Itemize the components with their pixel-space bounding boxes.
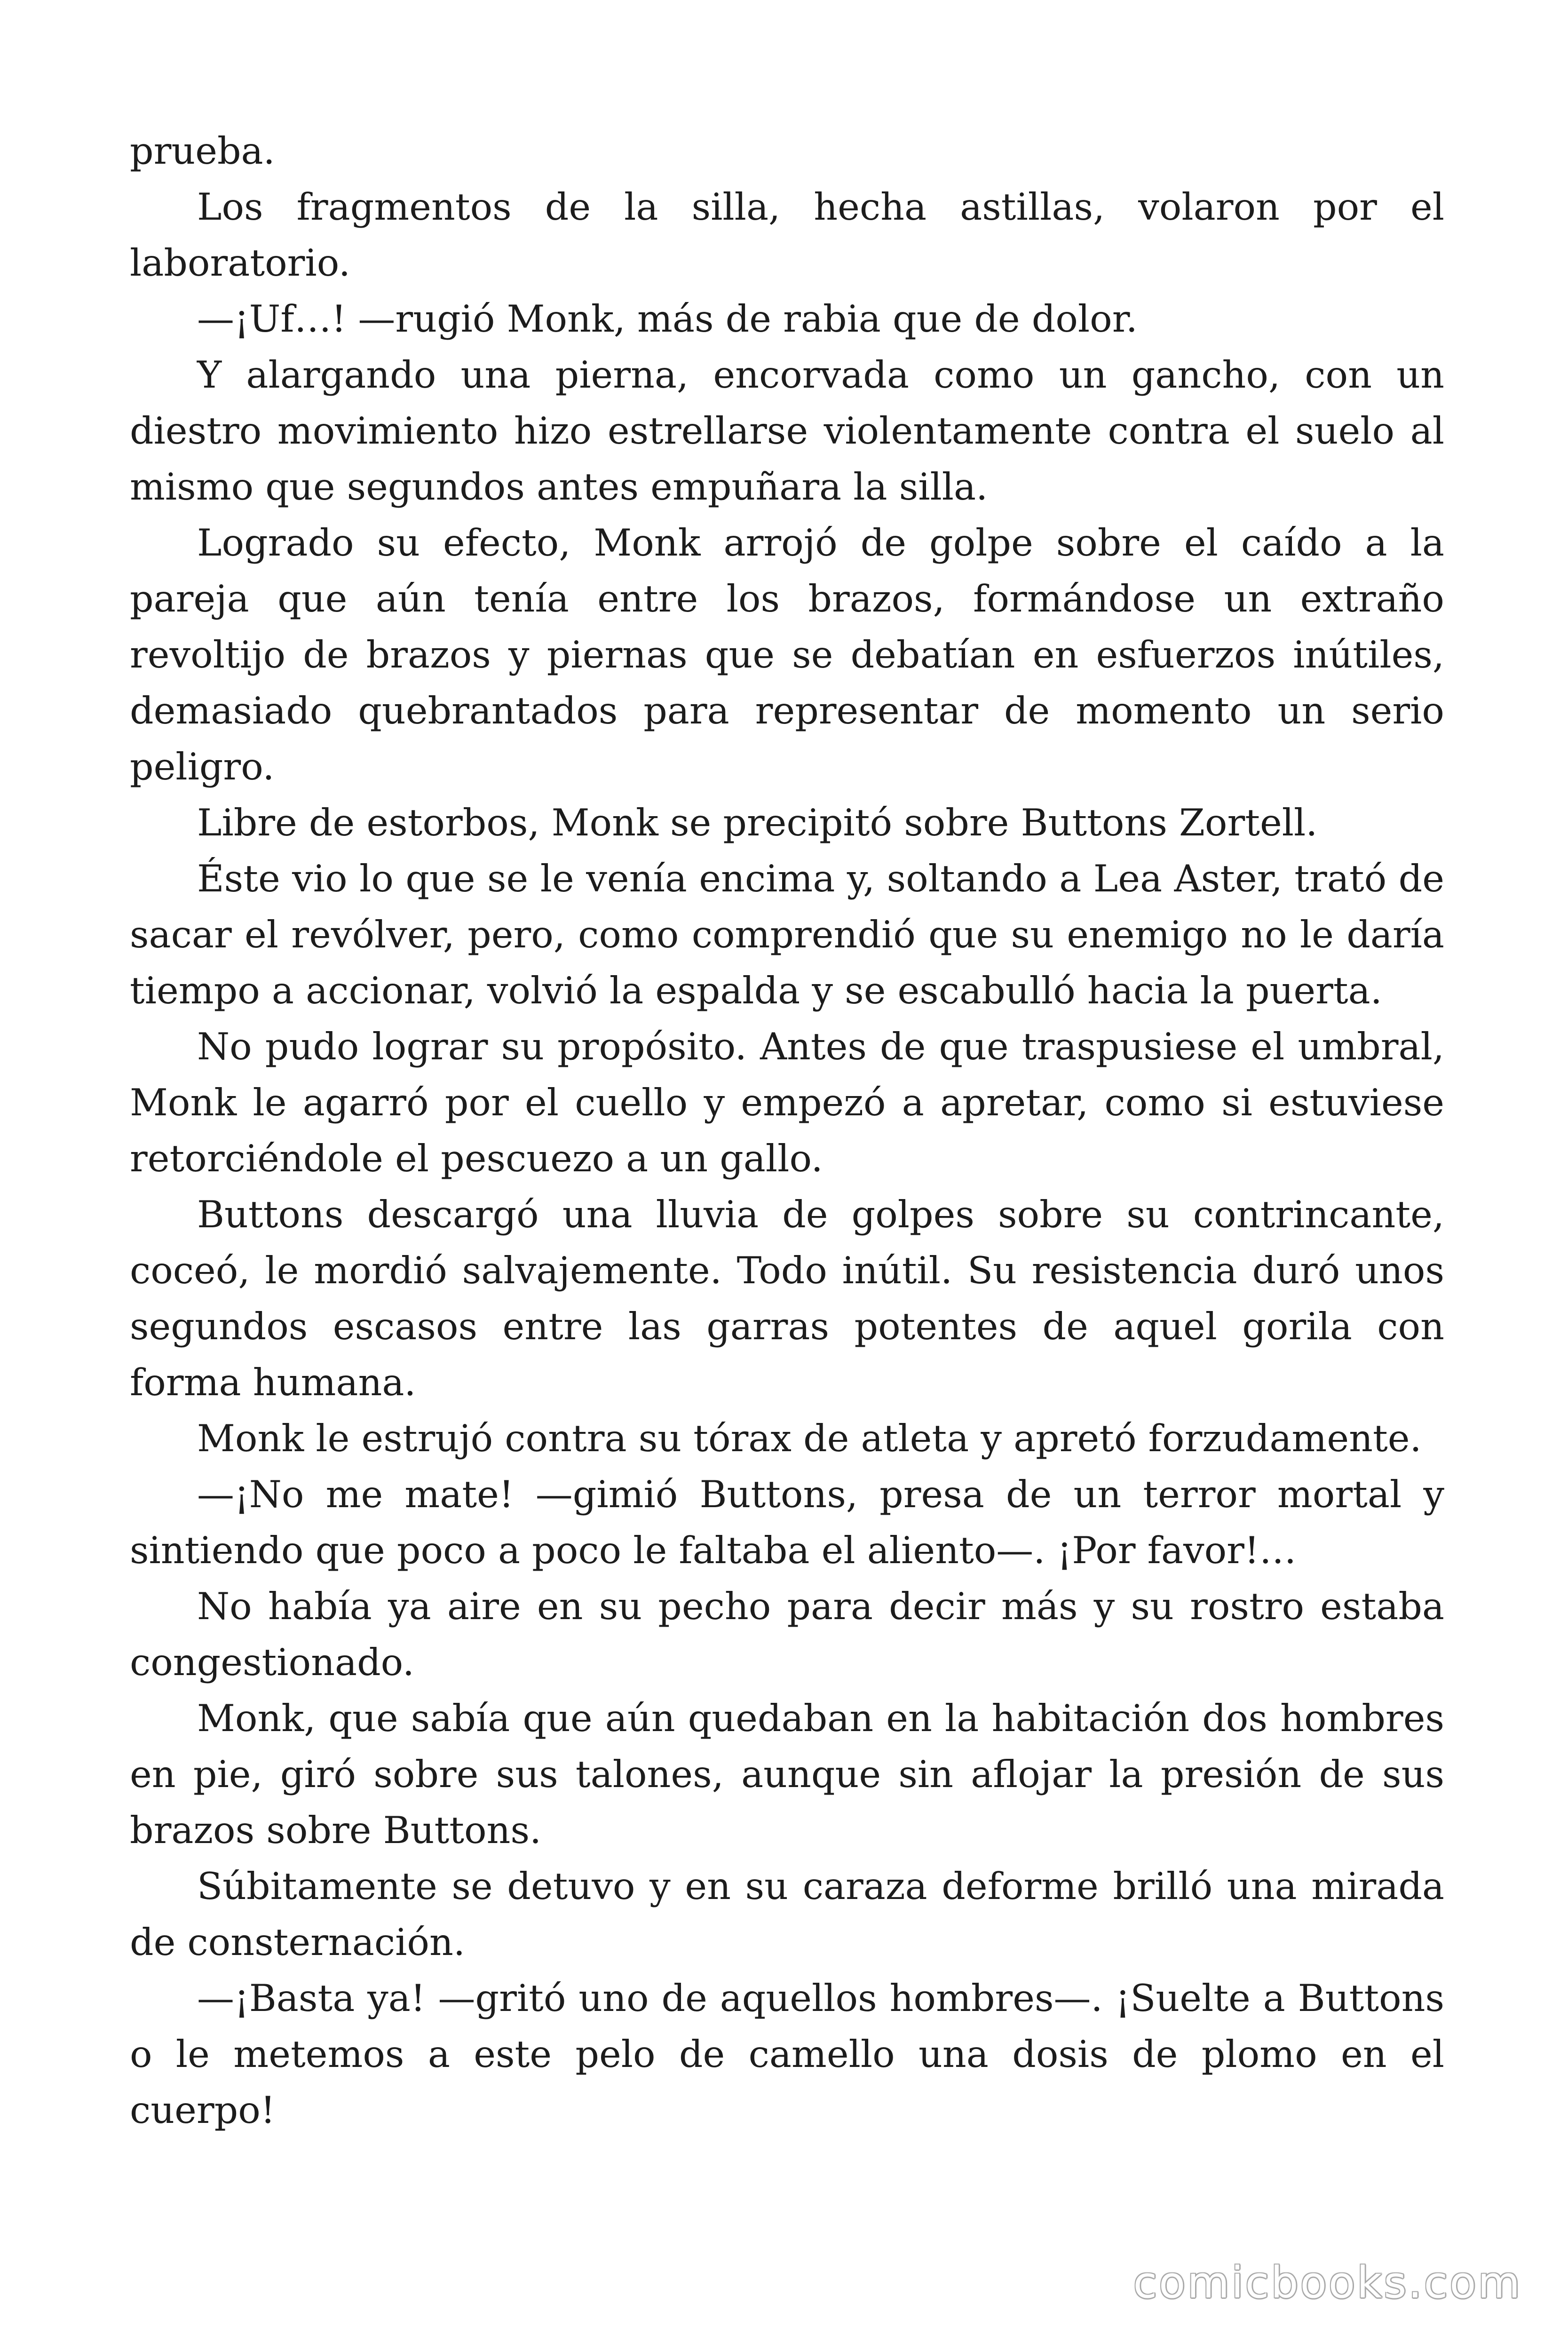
- paragraph: —¡No me mate! —gimió Buttons, presa de un terror mortal y sintiendo que poco a poco le faltaba el aliento—. ¡Por favor!…: [130, 1473, 1444, 1572]
- paragraph: Buttons descargó una lluvia de golpes sobre su contrincante, coceó, le mordió salvajemente. Todo inútil. Su resistencia duró unos segundos escasos entre las garras potentes de aquel gorila con forma humana.: [130, 1193, 1444, 1404]
- paragraph: Súbitamente se detuvo y en su caraza deforme brilló una mirada de consternación.: [130, 1865, 1444, 1964]
- paragraph: Los fragmentos de la silla, hecha astillas, volaron por el laboratorio.: [130, 185, 1444, 285]
- watermark: comicbooks.com: [1133, 2257, 1522, 2308]
- paragraph: Monk, que sabía que aún quedaban en la habitación dos hombres en pie, giró sobre sus talones, aunque sin aflojar la presión de sus brazos sobre Buttons.: [130, 1697, 1444, 1852]
- body-text: [130, 123, 1444, 2138]
- paragraph: Y alargando una pierna, encorvada como un gancho, con un diestro movimiento hizo estrellarse violentamente contra el suelo al mismo que segundos antes empuñara la silla.: [130, 353, 1444, 509]
- paragraph-continuation: prueba.: [130, 129, 275, 173]
- paragraph: No pudo lograr su propósito. Antes de que traspusiese el umbral, Monk le agarró por el cuello y empezó a apretar, como si estuviese retorciéndole el pescuezo a un gallo.: [130, 1025, 1444, 1180]
- paragraph: Éste vio lo que se le venía encima y, soltando a Lea Aster, trató de sacar el revólver, pero, como comprendió que su enemigo no le daría tiempo a accionar, volvió la espalda y se escabulló hacia la puerta.: [130, 857, 1444, 1012]
- paragraph: No había ya aire en su pecho para decir más y su rostro estaba congestionado.: [130, 1585, 1444, 1684]
- paragraph: Libre de estorbos, Monk se precipitó sobre Buttons Zortell.: [197, 801, 1318, 844]
- paragraph: —¡Uf…! —rugió Monk, más de rabia que de dolor.: [197, 297, 1138, 341]
- paragraph: —¡Basta ya! —gritó uno de aquellos hombres—. ¡Suelte a Buttons o le metemos a este pelo de camello una dosis de plomo en el cuerpo!: [130, 1977, 1444, 2132]
- paragraph: Monk le estrujó contra su tórax de atleta y apretó forzudamente.: [197, 1417, 1422, 1460]
- paragraph: Logrado su efecto, Monk arrojó de golpe sobre el caído a la pareja que aún tenía entre los brazos, formándose un extraño revoltijo de brazos y piernas que se debatían en esfuerzos inútiles, demasiado quebrantados para representar de momento un serio peligro.: [130, 521, 1444, 788]
